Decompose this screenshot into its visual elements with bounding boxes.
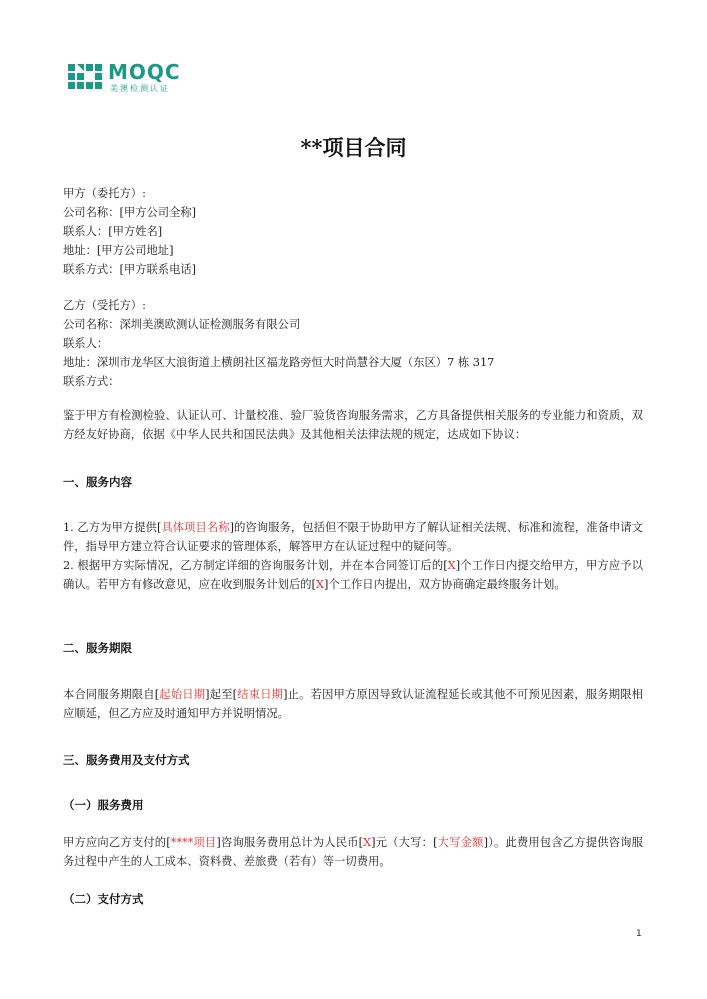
placeholder-start-date: 起始日期	[159, 688, 206, 701]
placeholder-project-name: 具体项目名称	[161, 521, 230, 534]
section-1-item-1: 1. 乙方为甲方提供[具体项目名称]的咨询服务，包括但不限于协助甲方了解认证相关法规、标准和流程，准备申请文件，指导甲方建立符合认证要求的管理体系，解答甲方在认证过程中的疑问等。	[63, 521, 643, 553]
party-a-company: 公司名称：[甲方公司全称]	[63, 206, 197, 219]
page-number: 1	[636, 929, 642, 939]
party-b-company: 公司名称：深圳美澳欧测认证检测服务有限公司	[63, 318, 301, 331]
party-a-address: 地址：[甲方公司地址]	[63, 244, 174, 257]
company-logo	[68, 60, 200, 94]
placeholder-project: ****项目	[170, 836, 217, 849]
party-b-heading: 乙方（受托方）:	[63, 299, 146, 312]
logo-text: MOQC	[108, 60, 181, 84]
placeholder-days: X	[447, 559, 456, 572]
party-b-phone: 联系方式：	[63, 375, 120, 388]
party-b-address: 地址：深圳市龙华区大浪街道上横朗社区福龙路旁恒大时尚慧谷大厦（东区）7 栋 317	[63, 356, 495, 369]
party-b-contact: 联系人：	[63, 337, 109, 350]
section-3-fee-paragraph: 甲方应向乙方支付的[****项目]咨询服务费用总计为人民币[X]元（大写：[大写金额]）。此费用包含乙方提供咨询服务过程中产生的人工成本、资料费、差旅费（若有）等一切费用。	[63, 836, 643, 868]
section-1-item-2: 2. 根据甲方实际情况，乙方制定详细的咨询服务计划，并在本合同签订后的[X]个工作日内提交给甲方，甲方应予以确认。若甲方有修改意见，应在收到服务计划后的[X]个工作日内提出，双方协商确定最终服务计划。	[63, 559, 644, 591]
party-a-heading: 甲方（委托方）:	[63, 187, 146, 200]
placeholder-days: X	[315, 578, 324, 591]
section-2-paragraph: 本合同服务期限自[起始日期]起至[结束日期]止。若因甲方原因导致认证流程延长或其他不可预见因素，服务期限相应顺延，但乙方应及时通知甲方并说明情况。	[63, 688, 643, 720]
placeholder-amount: X	[363, 836, 372, 849]
placeholder-amount-words: 大写金额	[437, 836, 484, 849]
document-title: **项目合同	[300, 135, 407, 160]
section-3-sub-2: （二）支付方式	[63, 892, 144, 906]
party-a-contact: 联系人：[甲方姓名]	[63, 225, 163, 238]
section-3-sub-1: （一）服务费用	[63, 798, 144, 812]
logo-subtitle: 美澳检测认证	[110, 84, 170, 93]
intro-paragraph: 鉴于甲方有检测检验、认证认可、计量校准、验厂验货咨询服务需求，乙方具备提供相关服务的专业能力和资质，双方经友好协商，依据《中华人民共和国民法典》及其他相关法律法规的规定，达成如下协议：	[63, 409, 643, 441]
logo-mark-icon	[68, 60, 106, 94]
section-3-heading: 三、服务费用及支付方式	[63, 753, 190, 767]
section-1-heading: 一、服务内容	[63, 475, 132, 489]
placeholder-end-date: 结束日期	[237, 688, 284, 701]
party-a-phone: 联系方式：[甲方联系电话]	[63, 263, 197, 276]
section-2-heading: 二、服务期限	[63, 641, 132, 655]
